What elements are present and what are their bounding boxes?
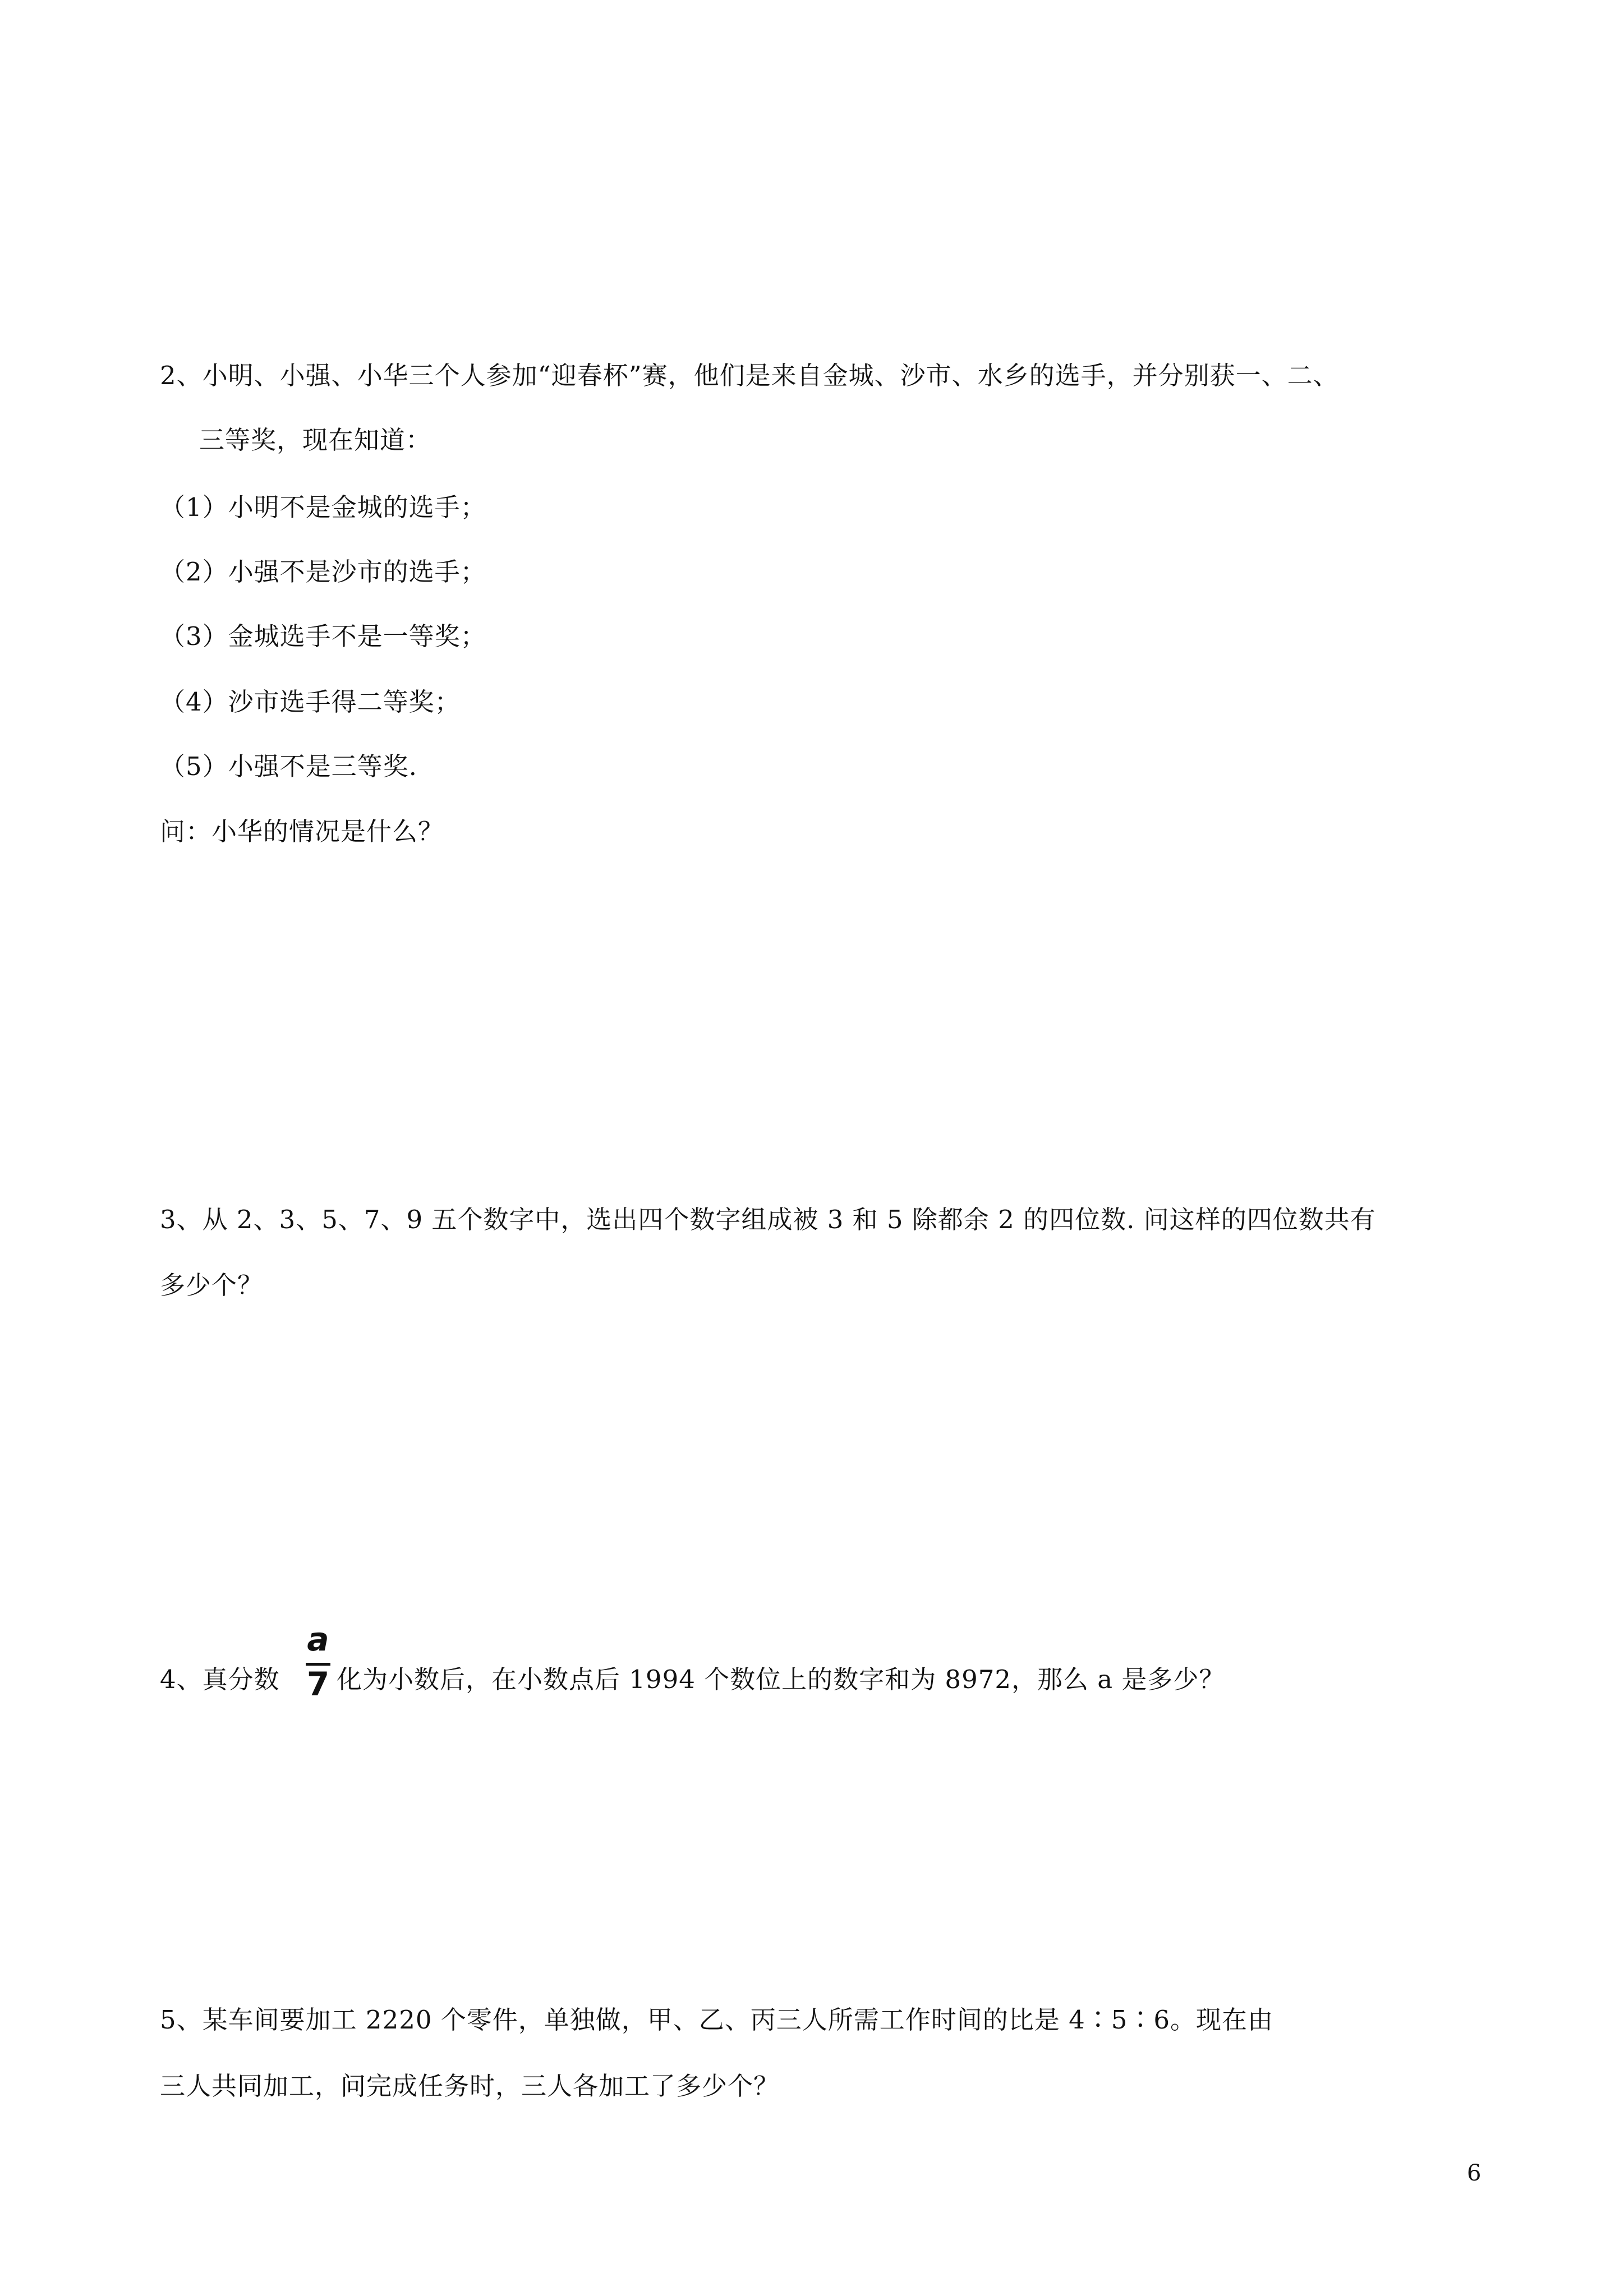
q4-fraction-numerator: a bbox=[307, 1620, 329, 1658]
q4-fraction-denominator: 7 bbox=[306, 1665, 330, 1703]
q2-condition-3: （3）金城选手不是一等奖； bbox=[160, 621, 486, 651]
q3-line2: 多少个？ bbox=[160, 1270, 264, 1300]
q5-line2: 三人共同加工，问完成任务时，三人各加工了多少个？ bbox=[160, 2071, 780, 2101]
q5-line1: 5、某车间要加工 2220 个零件，单独做，甲、乙、丙三人所需工作时间的比是 4∶5∶6。现在由 bbox=[160, 2005, 1273, 2035]
page-number: 6 bbox=[1467, 2160, 1482, 2186]
q4-suffix: 化为小数后，在小数点后 1994 个数位上的数字和为 8972，那么 a 是多少？ bbox=[337, 1665, 1225, 1694]
q3-line1: 3、从 2、3、5、7、9 五个数字中，选出四个数字组成被 3 和 5 除都余 2 的四位数. 问这样的四位数共有 bbox=[160, 1205, 1376, 1234]
q2-question: 问：小华的情况是什么？ bbox=[160, 817, 444, 846]
q2-condition-1: （1）小明不是金城的选手； bbox=[160, 492, 486, 522]
q2-line2: 三等奖，现在知道： bbox=[199, 425, 432, 455]
q2-line1: 2、小明、小强、小华三个人参加“迎春杯”赛，他们是来自金城、沙市、水乡的选手，并分别获一、二、 bbox=[160, 361, 1339, 390]
q4-prefix: 4、真分数 bbox=[160, 1665, 280, 1694]
q2-condition-5: （5）小强不是三等奖. bbox=[160, 751, 417, 781]
q2-condition-2: （2）小强不是沙市的选手； bbox=[160, 557, 486, 587]
q2-condition-4: （4）沙市选手得二等奖； bbox=[160, 687, 461, 717]
